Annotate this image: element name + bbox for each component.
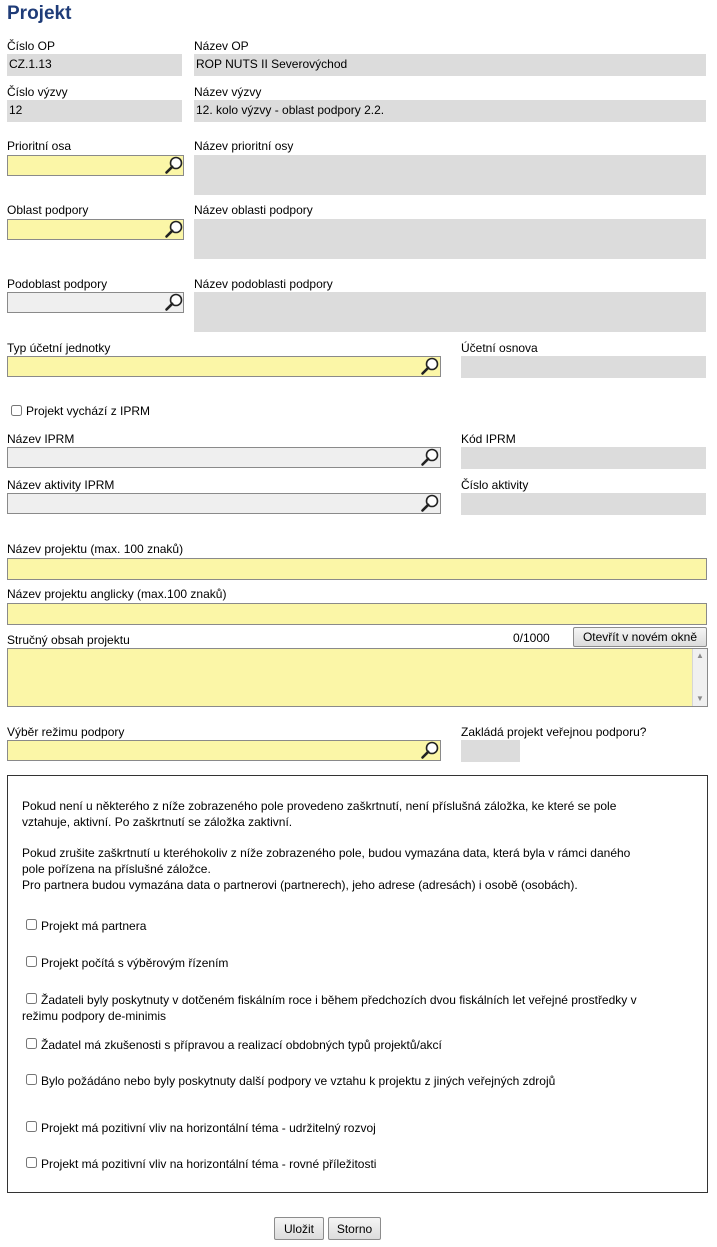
nazev-vyzvy-label: Název výzvy xyxy=(194,85,262,99)
vyber-rezimu-input[interactable] xyxy=(7,740,441,761)
nazev-oblasti-podpory-value xyxy=(194,219,706,259)
cislo-op-value: CZ.1.13 xyxy=(7,54,182,76)
vyberove-rizeni-checkbox-label: Projekt počítá s výběrovým řízením xyxy=(41,956,229,970)
nazev-podoblasti-podpory-value xyxy=(194,292,706,332)
kod-iprm-label: Kód IPRM xyxy=(461,432,516,446)
nazev-aktivity-iprm-label: Název aktivity IPRM xyxy=(7,478,115,492)
de-minimis-checkbox[interactable] xyxy=(26,993,37,1004)
nazev-projektu-en-input[interactable] xyxy=(7,603,707,625)
zkusenosti-checkbox-label: Žadatel má zkušenosti s přípravou a realizací obdobných typů projektů/akcí xyxy=(41,1038,442,1052)
strucny-obsah-label: Stručný obsah projektu xyxy=(7,633,130,647)
info-p2-line1: Pokud zrušite zaškrtnutí u kteréhokoliv z níže zobrazeného pole, budou vymazána data, která byla v rámci daného xyxy=(22,846,631,860)
ucetni-osnova-label: Účetní osnova xyxy=(461,341,538,355)
de-minimis-checkbox-label-2: režimu podpory de-minimis xyxy=(22,1009,167,1023)
info-p2-line2: pole pořízena na příslušné záložce. xyxy=(22,862,211,876)
oblast-podpory-input[interactable] xyxy=(7,219,184,240)
nazev-projektu-input[interactable] xyxy=(7,558,707,580)
vyber-rezimu-label: Výběr režimu podpory xyxy=(7,725,125,739)
podoblast-podpory-input[interactable] xyxy=(7,292,184,313)
typ-ucetni-jednotky-lookup-icon[interactable] xyxy=(420,356,441,377)
nazev-op-label: Název OP xyxy=(194,39,249,53)
scroll-up-icon[interactable]: ▲ xyxy=(696,651,704,660)
nazev-prioritni-osy-label: Název prioritní osy xyxy=(194,139,294,153)
oblast-podpory-lookup-icon[interactable] xyxy=(164,219,185,240)
cislo-aktivity-label: Číslo aktivity xyxy=(461,478,529,492)
nazev-oblasti-podpory-label: Název oblasti podpory xyxy=(194,203,313,217)
udrzitelny-rozvoj-checkbox-label: Projekt má pozitivní vliv na horizontální téma - udržitelný rozvoj xyxy=(41,1121,376,1135)
rovne-prilezitosti-checkbox[interactable] xyxy=(26,1157,37,1168)
udrzitelny-rozvoj-checkbox[interactable] xyxy=(26,1121,37,1132)
vyber-rezimu-lookup-icon[interactable] xyxy=(420,740,441,761)
cislo-aktivity-value xyxy=(461,493,706,515)
info-paragraph-2 xyxy=(22,845,630,893)
podoblast-podpory-lookup-icon[interactable] xyxy=(164,292,185,313)
char-counter: 0/1000 xyxy=(513,631,550,645)
cancel-button[interactable]: Storno xyxy=(328,1217,381,1240)
save-button[interactable]: Uložit xyxy=(274,1217,324,1240)
nazev-iprm-lookup-icon[interactable] xyxy=(420,447,441,468)
iprm-checkbox[interactable] xyxy=(11,405,22,416)
dalsi-podpory-checkbox[interactable] xyxy=(26,1074,37,1085)
dalsi-podpory-checkbox-label: Bylo požádáno nebo byly poskytnuty další podpory ve vztahu k projektu z jiných veřejných zdrojů xyxy=(41,1074,556,1088)
scroll-down-icon[interactable]: ▼ xyxy=(696,694,704,703)
strucny-obsah-textarea[interactable] xyxy=(7,648,708,707)
rovne-prilezitosti-checkbox-label: Projekt má pozitivní vliv na horizontální téma - rovné příležitosti xyxy=(41,1157,377,1171)
prioritni-osa-input[interactable] xyxy=(7,155,184,176)
cislo-vyzvy-value: 12 xyxy=(7,100,182,122)
partner-checkbox-label: Projekt má partnera xyxy=(41,919,147,933)
cislo-op-label: Číslo OP xyxy=(7,39,56,53)
verejna-podpora-value xyxy=(461,740,520,762)
typ-ucetni-jednotky-input[interactable] xyxy=(7,356,441,377)
nazev-aktivity-iprm-lookup-icon[interactable] xyxy=(420,493,441,514)
nazev-projektu-label: Název projektu (max. 100 znaků) xyxy=(7,542,184,556)
nazev-projektu-en-label: Název projektu anglicky (max.100 znaků) xyxy=(7,587,227,601)
nazev-vyzvy-value: 12. kolo výzvy - oblast podpory 2.2. xyxy=(194,100,706,122)
nazev-podoblasti-podpory-label: Název podoblasti podpory xyxy=(194,277,333,291)
verejna-podpora-label: Zakládá projekt veřejnou podporu? xyxy=(461,725,647,739)
prioritni-osa-label: Prioritní osa xyxy=(7,139,72,153)
info-p2-line3: Pro partnera budou vymazána data o partnerovi (partnerech), jeho adrese (adresách) i osobě (osobách). xyxy=(22,878,578,892)
de-minimis-checkbox-label: Žadateli byly poskytnuty v dotčeném fiskálním roce i během předchozích dvou fiskálních let veřejné prostředky v xyxy=(41,993,637,1007)
zkusenosti-checkbox[interactable] xyxy=(26,1038,37,1049)
nazev-prioritni-osy-value xyxy=(194,155,706,195)
textarea-scrollbar[interactable] xyxy=(692,649,707,706)
prioritni-osa-lookup-icon[interactable] xyxy=(164,155,185,176)
open-new-window-button[interactable]: Otevřít v novém okně xyxy=(573,627,707,647)
info-p1-line2: vztahuje, aktivní. Po zaškrtnutí se záložka zaktivní. xyxy=(22,815,293,829)
nazev-iprm-input[interactable] xyxy=(7,447,441,468)
oblast-podpory-label: Oblast podpory xyxy=(7,203,89,217)
typ-ucetni-jednotky-label: Typ účetní jednotky xyxy=(7,341,111,355)
nazev-op-value: ROP NUTS II Severovýchod xyxy=(194,54,706,76)
vyberove-rizeni-checkbox[interactable] xyxy=(26,956,37,967)
iprm-checkbox-label: Projekt vychází z IPRM xyxy=(26,404,151,418)
tab-activation-section xyxy=(7,775,708,1193)
nazev-aktivity-iprm-input[interactable] xyxy=(7,493,441,514)
partner-checkbox[interactable] xyxy=(26,919,37,930)
cislo-vyzvy-label: Číslo výzvy xyxy=(7,85,68,99)
info-paragraph-1 xyxy=(22,798,616,830)
ucetni-osnova-value xyxy=(461,356,706,378)
podoblast-podpory-label: Podoblast podpory xyxy=(7,277,108,291)
info-p1-line1: Pokud není u některého z níže zobrazeného pole provedeno zaškrtnutí, není příslušná záložka, ke které se pole xyxy=(22,799,617,813)
kod-iprm-value xyxy=(461,447,706,469)
nazev-iprm-label: Název IPRM xyxy=(7,432,75,446)
page-title: Projekt xyxy=(7,3,72,24)
